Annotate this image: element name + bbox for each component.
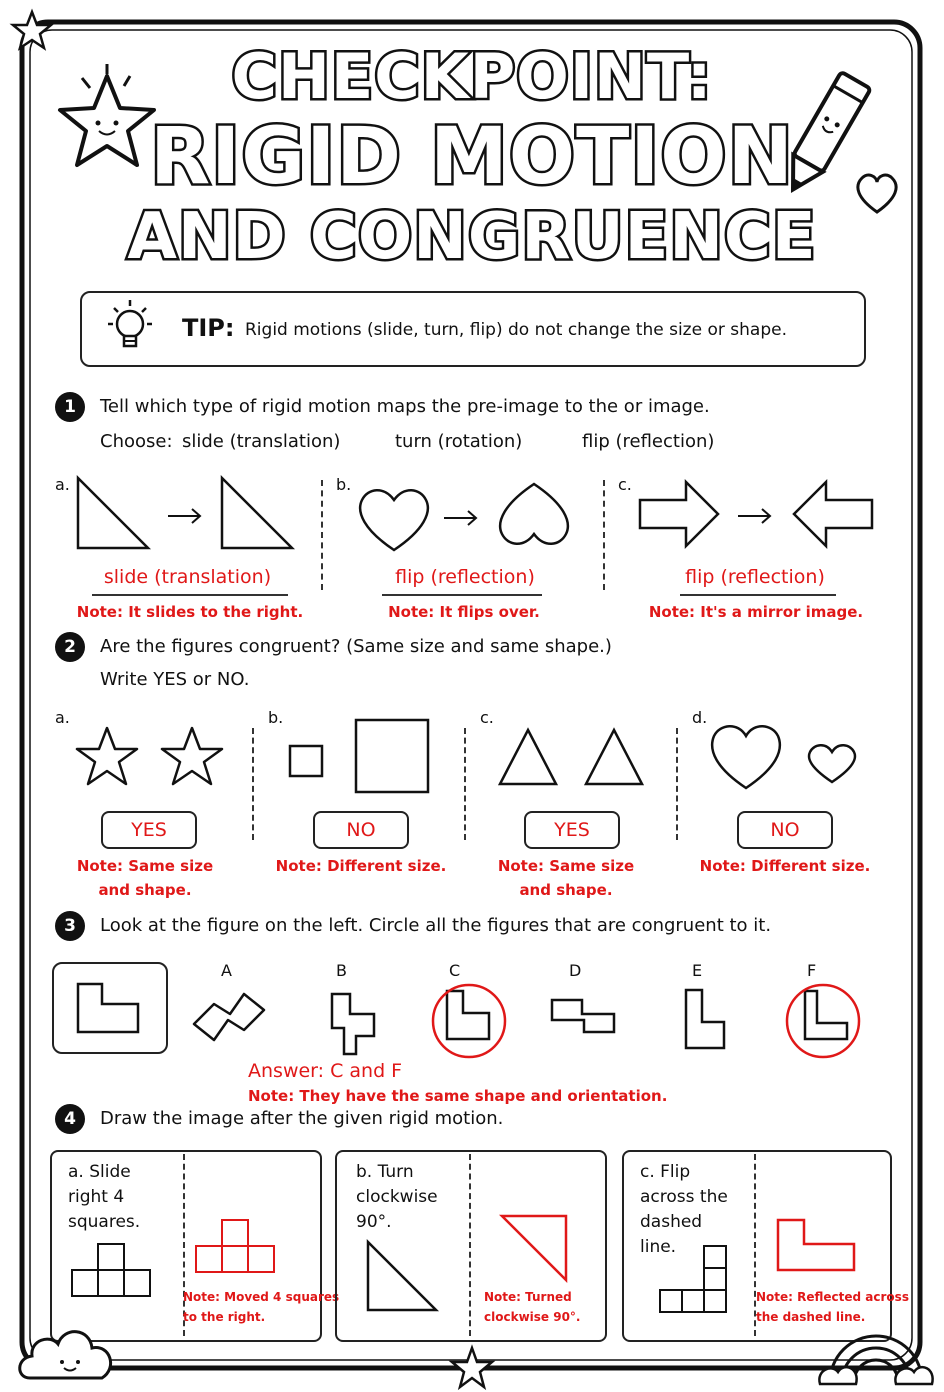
title-line-1: CHECKPOINT: xyxy=(231,40,713,113)
q2a-answer-box: YES xyxy=(101,811,197,849)
q2b-note: Note: Different size. xyxy=(275,857,447,875)
q2-item-letter-b: b. xyxy=(268,708,284,727)
choice-turn: turn (rotation) xyxy=(395,431,523,452)
cloud-icon xyxy=(16,1318,126,1388)
option-label-b: B xyxy=(336,961,347,980)
q4b-text-2: clockwise xyxy=(356,1187,438,1207)
answer-line xyxy=(680,594,836,596)
q4c-text-1: c. Flip xyxy=(640,1162,691,1182)
q1b-answer: flip (reflection) xyxy=(395,566,535,588)
choice-flip: flip (reflection) xyxy=(582,431,715,452)
q4c-image xyxy=(774,1216,864,1276)
q4a-note-2: to the right. xyxy=(183,1310,266,1324)
q1-item-letter-a: a. xyxy=(55,475,70,494)
q1c-note: Note: It's a mirror image. xyxy=(648,603,864,621)
reference-figure xyxy=(74,980,154,1040)
rainbow-icon xyxy=(816,1316,936,1386)
divider xyxy=(469,1154,471,1336)
option-figure-b xyxy=(326,990,386,1070)
option-label-c: C xyxy=(449,961,461,980)
choose-label: Choose: xyxy=(100,431,173,452)
question-number-4: 4 xyxy=(55,1104,85,1134)
option-figure-d xyxy=(548,992,628,1052)
q3-note: Note: They have the same shape and orientation. xyxy=(248,1087,668,1105)
option-label-f: F xyxy=(807,961,817,980)
q4a-text-2: right 4 xyxy=(68,1187,125,1207)
q2b-answer-box: NO xyxy=(313,811,409,849)
q2c-answer-box: YES xyxy=(524,811,620,849)
answer-line xyxy=(92,594,288,596)
q4c-text-2: across the xyxy=(640,1187,728,1207)
q4a-preimage xyxy=(70,1242,160,1302)
q2a-note-2: and shape. xyxy=(98,881,192,899)
tip-text: Rigid motions (slide, turn, flip) do not change the size or shape. xyxy=(245,320,787,340)
divider xyxy=(676,728,678,840)
q4c-text-3: dashed xyxy=(640,1212,703,1232)
question-1-text: Tell which type of rigid motion maps the pre-image to the or image. xyxy=(100,396,710,417)
q4c-note-2: the dashed line. xyxy=(756,1310,866,1324)
q4b-note-2: clockwise 90°. xyxy=(484,1310,581,1324)
q1b-figures xyxy=(352,478,582,558)
option-label-a: A xyxy=(221,961,232,980)
answer-line xyxy=(382,594,542,596)
option-figure-c xyxy=(431,983,511,1063)
option-figure-a xyxy=(190,990,270,1050)
q1-item-letter-b: b. xyxy=(336,475,352,494)
q2-item-letter-a: a. xyxy=(55,708,70,727)
title-line-3: AND CONGRUENCE xyxy=(127,200,817,274)
question-number-3: 3 xyxy=(55,911,85,941)
q4b-note: Note: Turned xyxy=(484,1290,572,1304)
q4b-text-1: b. Turn xyxy=(356,1162,414,1182)
q1a-figures xyxy=(70,472,330,552)
q3-answer: Answer: C and F xyxy=(248,1060,403,1082)
q1c-figures xyxy=(636,476,886,556)
q4b-text-3: 90°. xyxy=(356,1212,392,1232)
option-label-d: D xyxy=(569,961,582,980)
q2c-triangles xyxy=(496,724,656,794)
q1-item-letter-c: c. xyxy=(618,475,632,494)
q1b-note: Note: It flips over. xyxy=(388,603,540,621)
q2c-note: Note: Same size xyxy=(497,857,635,875)
divider xyxy=(464,728,466,840)
q2a-note: Note: Same size xyxy=(76,857,214,875)
q2d-answer-box: NO xyxy=(737,811,833,849)
question-number-1: 1 xyxy=(55,392,85,422)
lightbulb-icon xyxy=(100,298,160,358)
option-figure-f xyxy=(783,983,863,1063)
question-number-2: 2 xyxy=(55,632,85,662)
q1a-answer: slide (translation) xyxy=(103,566,272,588)
title-line-2: RIGID MOTION xyxy=(150,112,794,202)
q4c-note: Note: Reflected across xyxy=(756,1290,909,1304)
q4a-text-3: squares. xyxy=(68,1212,141,1232)
q2d-hearts xyxy=(706,716,866,796)
q2a-stars xyxy=(74,722,234,792)
option-label-e: E xyxy=(692,961,703,980)
q2-item-letter-d: d. xyxy=(692,708,708,727)
q2b-squares xyxy=(284,716,444,796)
q1a-note: Note: It slides to the right. xyxy=(76,603,304,621)
q4a-image xyxy=(194,1218,284,1278)
star-icon xyxy=(450,1346,494,1390)
q1c-answer: flip (reflection) xyxy=(685,566,825,588)
divider xyxy=(603,480,605,590)
q2c-note-2: and shape. xyxy=(519,881,613,899)
q2-item-letter-c: c. xyxy=(480,708,494,727)
tip-label: TIP: xyxy=(182,314,235,342)
question-3-text: Look at the figure on the left. Circle all the figures that are congruent to it. xyxy=(100,915,772,936)
divider xyxy=(252,728,254,840)
q2d-note: Note: Different size. xyxy=(699,857,871,875)
choice-slide: slide (translation) xyxy=(182,431,341,452)
option-figure-e xyxy=(682,986,742,1066)
q4b-image xyxy=(498,1212,578,1292)
question-2-text: Are the figures congruent? (Same size and same shape.) xyxy=(100,636,612,657)
q4a-text-1: a. Slide xyxy=(68,1162,131,1182)
q4c-preimage xyxy=(654,1242,734,1322)
q4a-note: Note: Moved 4 squares xyxy=(183,1290,340,1304)
q4b-preimage xyxy=(362,1238,442,1318)
q4c-text-4: line. xyxy=(640,1237,677,1257)
question-4-text: Draw the image after the given rigid motion. xyxy=(100,1108,504,1129)
question-2-text-2: Write YES or NO. xyxy=(100,669,250,690)
